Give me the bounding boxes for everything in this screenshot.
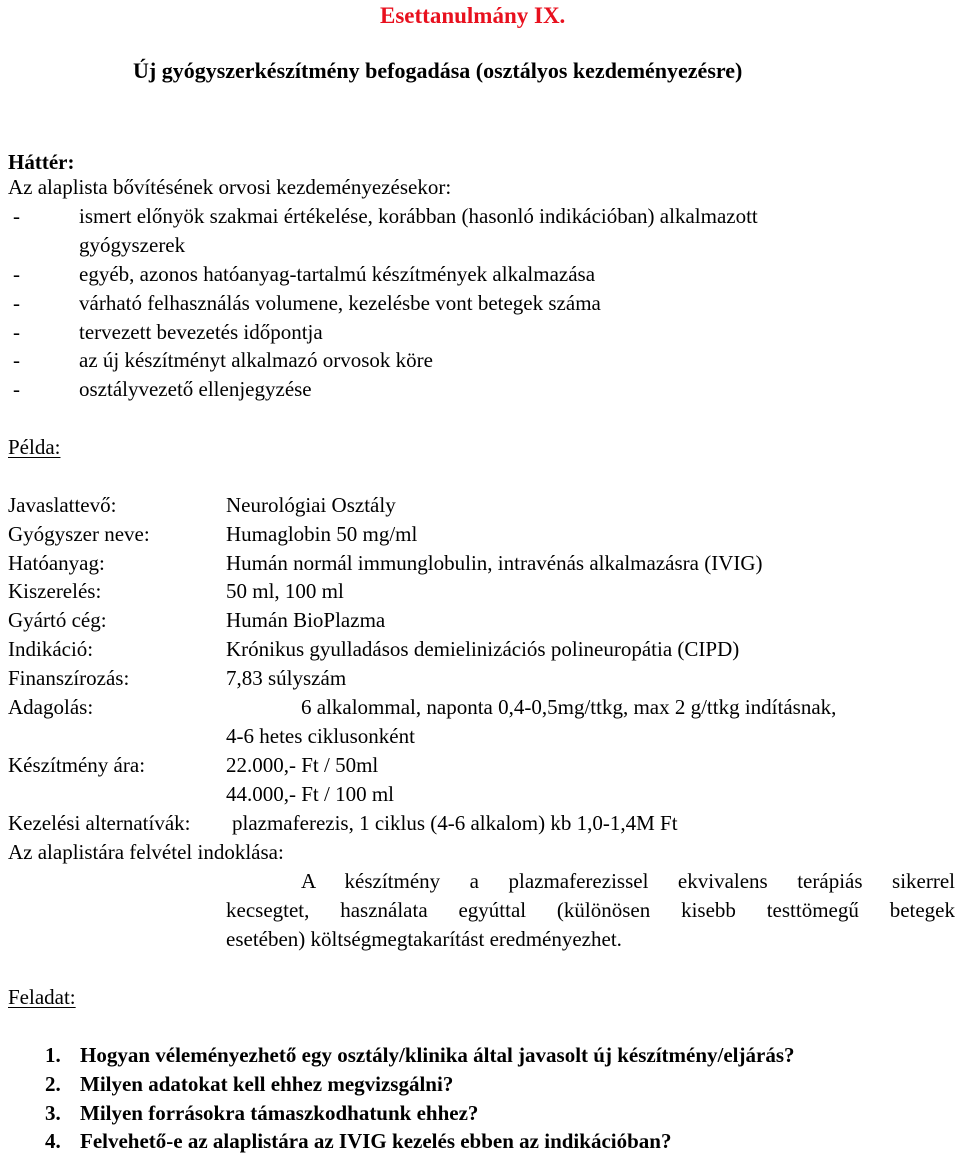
bullet-marker: - <box>13 204 20 228</box>
field-value: Neurológiai Osztály <box>226 493 396 517</box>
bullet-marker: - <box>13 291 20 315</box>
justification-label: Az alaplistára felvétel indoklása: <box>8 840 284 864</box>
bullet-item-continuation: gyógyszerek <box>79 233 186 257</box>
field-value: 22.000,- Ft / 50ml <box>226 753 379 777</box>
question-text: Hogyan véleményezhető egy osztály/klinika által javasolt új készítmény/eljárás? <box>80 1043 795 1067</box>
justification-line: esetében) költségmegtakarítást eredményezhet. <box>226 927 622 951</box>
question-number: 1. <box>45 1043 61 1067</box>
bullet-item: várható felhasználás volumene, kezelésbe vont betegek száma <box>79 291 601 315</box>
field-value: 50 ml, 100 ml <box>226 579 344 603</box>
field-label: Indikáció: <box>8 637 94 661</box>
justification-line: A készítmény a plazmaferezissel ekvivalens terápiás sikerrel <box>301 869 955 893</box>
field-label: Adagolás: <box>8 695 94 719</box>
bullet-item: egyéb, azonos hatóanyag-tartalmú készítmények alkalmazása <box>79 262 596 286</box>
field-label: Hatóanyag: <box>8 551 105 575</box>
field-value: Humaglobin 50 mg/ml <box>226 522 418 546</box>
question-text: Felvehető-e az alaplistára az IVIG kezelés ebben az indikációban? <box>80 1129 672 1153</box>
field-value: Humán BioPlazma <box>226 608 386 632</box>
background-heading: Háttér: <box>8 150 75 174</box>
alternatives-value: plazmaferezis, 1 ciklus (4-6 alkalom) kb 1,0-1,4M Ft <box>232 811 678 835</box>
bullet-item: tervezett bevezetés időpontja <box>79 320 323 344</box>
bullet-item: osztályvezető ellenjegyzése <box>79 377 312 401</box>
field-label: Gyártó cég: <box>8 608 107 632</box>
bullet-marker: - <box>13 377 20 401</box>
field-value: 7,83 súlyszám <box>226 666 347 690</box>
field-value-continuation: 44.000,- Ft / 100 ml <box>226 782 395 806</box>
justification-line: kecsegtet, használata egyúttal (különösen kisebb testtömegű betegek <box>226 898 955 922</box>
question-number: 4. <box>45 1129 61 1153</box>
example-heading: Példa: <box>8 435 61 459</box>
field-label: Kiszerelés: <box>8 579 102 603</box>
alternatives-label: Kezelési alternatívák: <box>8 811 191 835</box>
background-intro: Az alaplista bővítésének orvosi kezdeményezésekor: <box>8 175 452 199</box>
task-heading: Feladat: <box>8 985 76 1009</box>
page-subtitle: Új gyógyszerkészítmény befogadása (osztályos kezdeményezésre) <box>133 58 743 83</box>
question-text: Milyen adatokat kell ehhez megvizsgálni? <box>80 1072 454 1096</box>
bullet-marker: - <box>13 320 20 344</box>
case-study-title: Esettanulmány IX. <box>380 3 566 28</box>
field-value: Krónikus gyulladásos demielinizációs polineuropátia (CIPD) <box>226 637 740 661</box>
bullet-marker: - <box>13 262 20 286</box>
bullet-item: ismert előnyök szakmai értékelése, korábban (hasonló indikációban) alkalmazott <box>79 204 758 228</box>
bullet-item: az új készítményt alkalmazó orvosok köre <box>79 348 433 372</box>
field-value-continuation: 4-6 hetes ciklusonként <box>226 724 415 748</box>
question-number: 2. <box>45 1072 61 1096</box>
field-value: Humán normál immunglobulin, intravénás alkalmazásra (IVIG) <box>226 551 763 575</box>
question-number: 3. <box>45 1101 61 1125</box>
field-label: Készítmény ára: <box>8 753 146 777</box>
bullet-marker: - <box>13 348 20 372</box>
field-label: Gyógyszer neve: <box>8 522 150 546</box>
field-label: Javaslattevő: <box>8 493 117 517</box>
field-label: Finanszírozás: <box>8 666 130 690</box>
question-text: Milyen forrásokra támaszkodhatunk ehhez? <box>80 1101 479 1125</box>
field-value: 6 alkalommal, naponta 0,4-0,5mg/ttkg, max 2 g/ttkg indításnak, <box>301 695 837 719</box>
